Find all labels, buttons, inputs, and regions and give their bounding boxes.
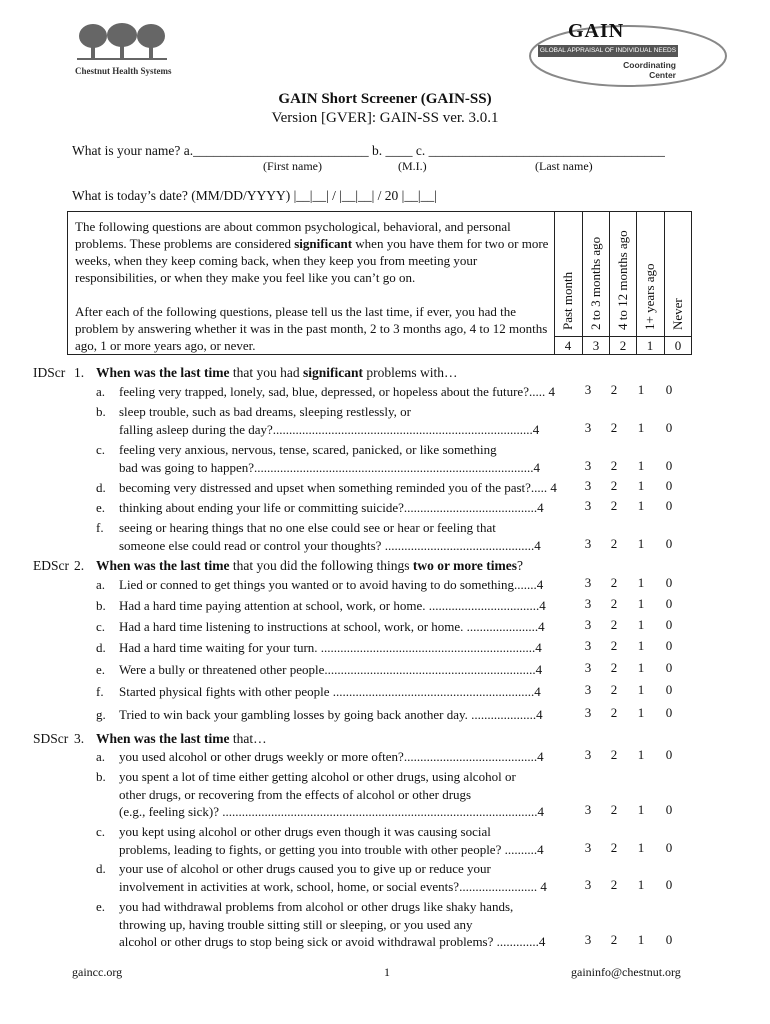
- response-option[interactable]: 1: [637, 747, 645, 762]
- response-option[interactable]: 0: [665, 802, 673, 817]
- response-option[interactable]: 0: [665, 840, 673, 855]
- response-option[interactable]: 0: [665, 932, 673, 947]
- item-text[interactable]: you spent a lot of time either getting alcohol or other drugs, using alcohol or: [119, 769, 516, 784]
- response-option[interactable]: 2: [610, 478, 618, 493]
- response-option[interactable]: 1: [637, 382, 645, 397]
- response-option[interactable]: 3: [584, 660, 592, 675]
- column-header-past-month: Past month: [560, 271, 575, 330]
- item-text[interactable]: Tried to win back your gambling losses by going back another day. ....................4: [119, 707, 543, 722]
- response-option[interactable]: 0: [665, 660, 673, 675]
- item-letter: d.: [96, 480, 106, 495]
- response-option[interactable]: 0: [665, 617, 673, 632]
- item-text[interactable]: Had a hard time paying attention at school, work, or home. ..................................4: [119, 598, 546, 613]
- response-option[interactable]: 1: [637, 932, 645, 947]
- mi-label: (M.I.): [398, 159, 427, 173]
- item-letter: f.: [96, 520, 104, 535]
- response-option[interactable]: 3: [584, 840, 592, 855]
- item-text[interactable]: problems, leading to fights, or getting you into trouble with other people? ..........4: [119, 842, 544, 857]
- response-option[interactable]: 1: [637, 478, 645, 493]
- response-option[interactable]: 3: [584, 478, 592, 493]
- item-letter: b.: [96, 769, 106, 784]
- item-letter: a.: [96, 577, 106, 592]
- response-option[interactable]: 0: [665, 682, 673, 697]
- item-letter: a.: [96, 384, 106, 399]
- org-left-name: Chestnut Health Systems: [75, 66, 172, 76]
- response-option[interactable]: 2: [610, 840, 618, 855]
- instruction-box: [67, 211, 692, 355]
- response-option[interactable]: 2: [610, 802, 618, 817]
- question-stem: When was the last time that…: [96, 731, 267, 746]
- page-number: 1: [384, 965, 390, 979]
- name-field[interactable]: What is your name? a.__________________________ b. ____ c. ___________________________________: [72, 143, 665, 158]
- response-option[interactable]: 1: [637, 596, 645, 611]
- section-code: IDScr: [33, 365, 66, 380]
- column-header-never: Never: [670, 298, 685, 330]
- first-name-label: (First name): [263, 159, 322, 173]
- column-header-4-12-months: 4 to 12 months ago: [615, 230, 630, 330]
- response-option[interactable]: 2: [610, 747, 618, 762]
- item-letter: d.: [96, 861, 106, 876]
- item-text[interactable]: sleep trouble, such as bad dreams, sleeping restlessly, or: [119, 404, 411, 419]
- item-letter: f.: [96, 684, 104, 699]
- item-letter: d.: [96, 640, 106, 655]
- item-letter: a.: [96, 749, 106, 764]
- item-text[interactable]: your use of alcohol or other drugs caused you to give up or reduce your: [119, 861, 491, 876]
- response-option[interactable]: 0: [665, 575, 673, 590]
- response-option[interactable]: 2: [610, 877, 618, 892]
- item-text[interactable]: feeling very trapped, lonely, sad, blue, depressed, or hopeless about the future?..... 4: [119, 384, 555, 399]
- column-value: 3: [592, 338, 600, 353]
- item-text[interactable]: you kept using alcohol or other drugs even though it was causing social: [119, 824, 491, 839]
- response-option[interactable]: 3: [584, 747, 592, 762]
- gain-tagline: GLOBAL APPRAISAL OF INDIVIDUAL NEEDS: [538, 45, 678, 57]
- response-option[interactable]: 2: [610, 420, 618, 435]
- footer-website[interactable]: gaincc.org: [72, 965, 123, 979]
- response-option[interactable]: 3: [584, 382, 592, 397]
- column-header-2-3-months: 2 to 3 months ago: [588, 236, 603, 330]
- question-number: 1.: [74, 365, 85, 380]
- response-option[interactable]: 1: [637, 638, 645, 653]
- response-option[interactable]: 1: [637, 536, 645, 551]
- column-value: 4: [564, 338, 572, 353]
- response-option[interactable]: 0: [665, 382, 673, 397]
- response-option[interactable]: 2: [610, 617, 618, 632]
- item-text[interactable]: you used alcohol or other drugs weekly or more often?.........................................4: [119, 749, 544, 764]
- response-option[interactable]: 2: [610, 932, 618, 947]
- item-text[interactable]: seeing or hearing things that no one else could see or hear or feeling that: [119, 520, 496, 535]
- item-letter: e.: [96, 500, 106, 515]
- item-text[interactable]: becoming very distressed and upset when something reminded you of the past?..... 4: [119, 480, 557, 495]
- response-option[interactable]: 2: [610, 596, 618, 611]
- item-text[interactable]: falling asleep during the day?................................................................................4: [119, 422, 540, 437]
- intro-paragraph-2: After each of the following questions, please tell us the last time, if ever, you had the problem by answering whether it was in the past month, 2 to 3 months ago, 4 to 12 months ago, 1 or more years ago, or never.: [75, 304, 548, 353]
- response-option[interactable]: 3: [584, 536, 592, 551]
- response-option[interactable]: 3: [584, 705, 592, 720]
- response-option[interactable]: 3: [584, 498, 592, 513]
- gain-logo: [528, 20, 733, 90]
- response-option[interactable]: 3: [584, 458, 592, 473]
- response-option[interactable]: 2: [610, 536, 618, 551]
- response-option[interactable]: 1: [637, 420, 645, 435]
- response-option[interactable]: 1: [637, 877, 645, 892]
- page-subtitle: Version [GVER]: GAIN-SS ver. 3.0.1: [271, 110, 499, 126]
- last-name-label: (Last name): [535, 159, 593, 173]
- response-option[interactable]: 1: [637, 575, 645, 590]
- response-option[interactable]: 0: [665, 536, 673, 551]
- response-option[interactable]: 3: [584, 617, 592, 632]
- response-option[interactable]: 1: [637, 682, 645, 697]
- page-title: GAIN Short Screener (GAIN-SS): [278, 91, 492, 107]
- item-text[interactable]: Had a hard time listening to instructions at school, work, or home. ......................4: [119, 619, 545, 634]
- item-letter: g.: [96, 707, 106, 722]
- response-option[interactable]: 2: [610, 498, 618, 513]
- response-option[interactable]: 3: [584, 682, 592, 697]
- response-option[interactable]: 0: [665, 596, 673, 611]
- item-text[interactable]: throwing up, having trouble sitting still or sleeping, or you used any: [119, 917, 473, 932]
- response-option[interactable]: 1: [637, 458, 645, 473]
- gain-wordmark: GAIN: [568, 20, 625, 42]
- gain-sub1: Coordinating: [623, 60, 676, 70]
- response-option[interactable]: 0: [665, 498, 673, 513]
- item-letter: c.: [96, 619, 106, 634]
- response-option[interactable]: 0: [665, 747, 673, 762]
- item-letter: e.: [96, 662, 106, 677]
- gain-sub2: Center: [649, 70, 676, 80]
- response-option[interactable]: 1: [637, 840, 645, 855]
- section-code: SDScr: [33, 731, 69, 746]
- item-text[interactable]: involvement in activities at work, school, home, or social events?........................ 4: [119, 879, 547, 894]
- trees-icon: [75, 22, 170, 66]
- response-option[interactable]: 0: [665, 458, 673, 473]
- response-option[interactable]: 3: [584, 638, 592, 653]
- response-option[interactable]: 3: [584, 596, 592, 611]
- item-text[interactable]: thinking about ending your life or committing suicide?.........................................4: [119, 500, 544, 515]
- column-header-1-plus-years: 1+ years ago: [642, 263, 657, 330]
- response-option[interactable]: 1: [637, 802, 645, 817]
- response-option[interactable]: 2: [610, 638, 618, 653]
- item-text[interactable]: Lied or conned to get things you wanted or to avoid having to do something.......4: [119, 577, 544, 592]
- response-option[interactable]: 0: [665, 478, 673, 493]
- response-option[interactable]: 2: [610, 458, 618, 473]
- response-option[interactable]: 3: [584, 575, 592, 590]
- question-stem: When was the last time that you did the following things two or more times?: [96, 558, 523, 573]
- chestnut-logo: [75, 22, 170, 80]
- item-text[interactable]: you had withdrawal problems from alcohol or other drugs like shaky hands,: [119, 899, 514, 914]
- response-option[interactable]: 1: [637, 705, 645, 720]
- question-number: 2.: [74, 558, 85, 573]
- response-option[interactable]: 2: [610, 705, 618, 720]
- response-option[interactable]: 2: [610, 575, 618, 590]
- item-text[interactable]: Started physical fights with other people ..............................................................4: [119, 684, 541, 699]
- response-option[interactable]: 1: [637, 660, 645, 675]
- item-text[interactable]: (e.g., feeling sick)? .................................................................................................4: [119, 804, 544, 819]
- response-option[interactable]: 1: [637, 617, 645, 632]
- response-option[interactable]: 2: [610, 660, 618, 675]
- response-option[interactable]: 0: [665, 638, 673, 653]
- response-option[interactable]: 0: [665, 420, 673, 435]
- item-letter: c.: [96, 824, 106, 839]
- response-option[interactable]: 3: [584, 802, 592, 817]
- response-option[interactable]: 2: [610, 682, 618, 697]
- question-stem: When was the last time that you had significant problems with…: [96, 365, 458, 380]
- response-option[interactable]: 3: [584, 420, 592, 435]
- response-option[interactable]: 3: [584, 932, 592, 947]
- question-number: 3.: [74, 731, 85, 746]
- column-value: 0: [674, 338, 682, 353]
- item-text[interactable]: Had a hard time waiting for your turn. ..................................................................4: [119, 640, 542, 655]
- section-code: EDScr: [33, 558, 69, 573]
- response-option[interactable]: 3: [584, 877, 592, 892]
- date-field[interactable]: What is today’s date? (MM/DD/YYYY) |__|__| / |__|__| / 20 |__|__|: [72, 188, 437, 203]
- item-text[interactable]: someone else could read or control your thoughts? ..............................................4: [119, 538, 541, 553]
- item-text[interactable]: Were a bully or threatened other people.................................................................4: [119, 662, 543, 677]
- item-letter: e.: [96, 899, 106, 914]
- intro-text: [75, 218, 555, 354]
- item-letter: b.: [96, 404, 106, 419]
- response-option[interactable]: 0: [665, 705, 673, 720]
- column-value: 2: [619, 338, 627, 353]
- item-text[interactable]: other drugs, or recovering from the effects of alcohol or other drugs: [119, 787, 472, 802]
- item-letter: b.: [96, 598, 106, 613]
- response-option[interactable]: 1: [637, 498, 645, 513]
- response-option[interactable]: 2: [610, 382, 618, 397]
- item-text[interactable]: alcohol or other drugs to stop being sick or avoid withdrawal problems? .............4: [119, 934, 546, 949]
- item-text[interactable]: bad was going to happen?......................................................................................4: [119, 460, 541, 475]
- item-text[interactable]: feeling very anxious, nervous, tense, scared, panicked, or like something: [119, 442, 497, 457]
- footer-email[interactable]: gaininfo@chestnut.org: [571, 965, 681, 979]
- item-letter: c.: [96, 442, 106, 457]
- intro-paragraph-1: The following questions are about common psychological, behavioral, and personal problems. These problems are considered significant when you have them for two or more weeks, when they keep coming back, when they keep you from meeting your responsibilities, or when they make you feel like you can’t go on.: [75, 219, 549, 285]
- response-option[interactable]: 0: [665, 877, 673, 892]
- column-value: 1: [646, 338, 654, 353]
